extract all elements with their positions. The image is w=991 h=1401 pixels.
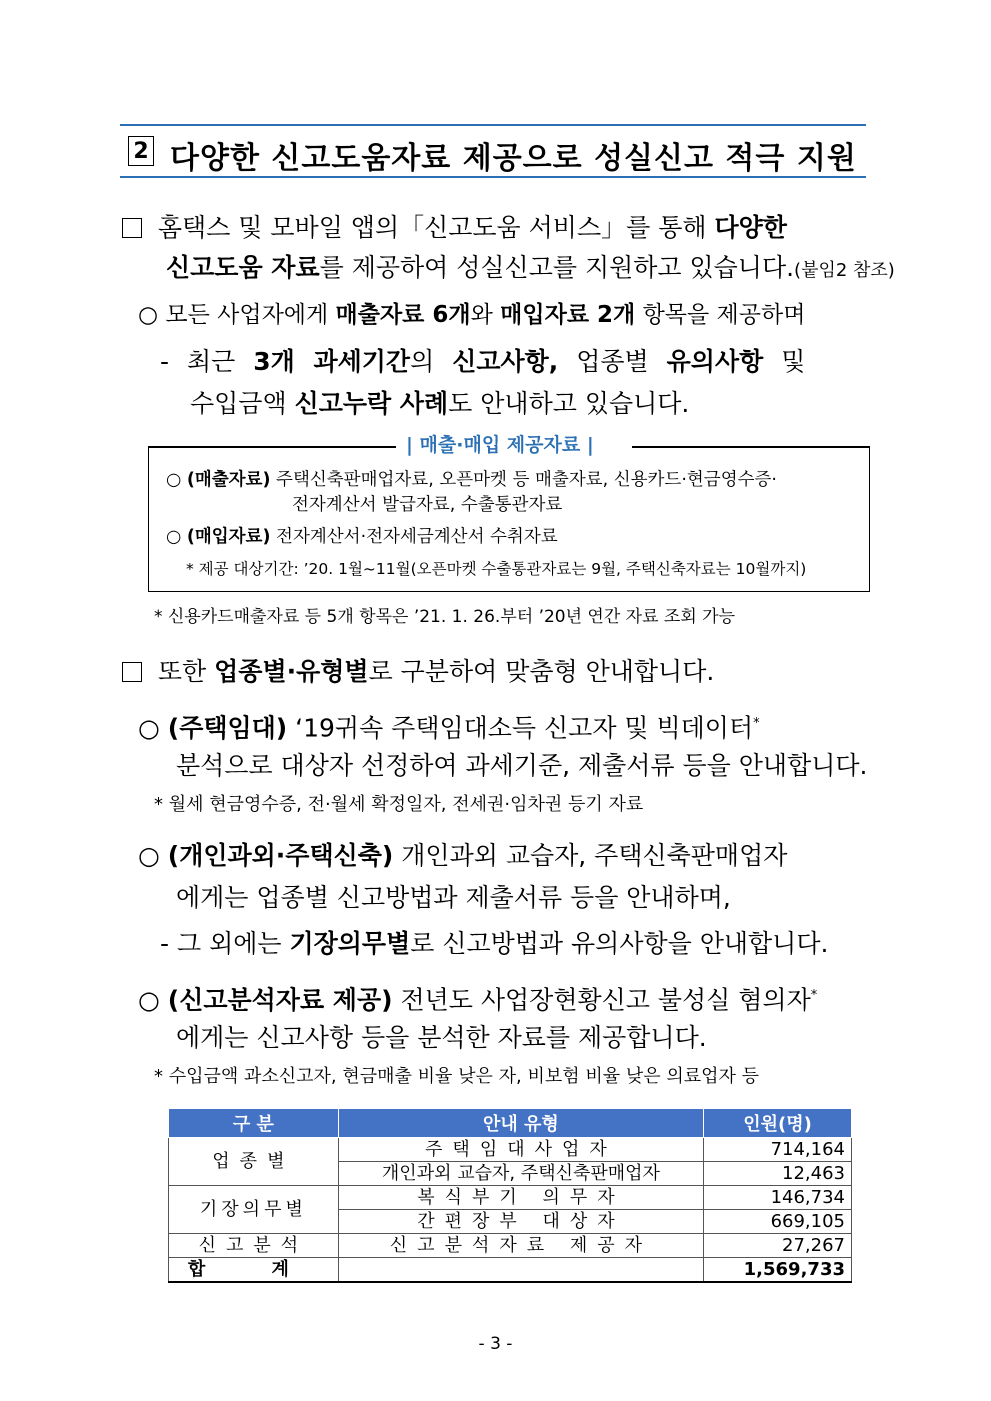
table-header: 구 분 [169,1109,339,1138]
card-data-note: * 신용카드매출자료 등 5개 항목은 ’21. 1. 26.부터 ’20년 연간 자료 조회 가능 [154,607,736,627]
box-title: | 매출·매입 제공자료 | [396,430,604,457]
analysis-note: * 수입금액 과소신고자, 현금매출 비율 낮은 자, 비보험 비율 낮은 의료업자 등 [154,1066,760,1087]
box-period-note: * 제공 대상기간: ’20. 1월~11월(오픈마켓 수출통관자료는 9월, 주택신축자료는 10월까지) [186,560,807,578]
section-number: 2 [128,136,154,166]
table-count-cell: 12,463 [704,1162,852,1186]
table-total-label: 합 계 [169,1258,339,1283]
tutor-line-1: ○ (개인과외·주택신축) 개인과외 교습자, 주택신축판매업자 [138,841,788,870]
table-type-cell: 개인과외 교습자, 주택신축판매업자 [338,1162,703,1186]
house-rental-line-2: 분석으로 대상자 선정하여 과세기준, 제출서류 등을 안내합니다. [176,751,868,780]
table-group-cell: 업종별 [169,1138,339,1186]
checkbox-square-icon [122,662,142,682]
box-sales-line-1: ○ (매출자료) 주택신축판매업자료, 오픈마켓 등 매출자료, 신용카드·현금영수증· [166,470,777,490]
table-count-cell: 27,267 [704,1234,852,1258]
analysis-line-2: 에게는 신고사항 등을 분석한 자료를 제공합니다. [176,1023,707,1052]
house-rental-line-1: ○ (주택임대) ‘19귀속 주택임대소득 신고자 및 빅데이터* [138,713,760,743]
box-sales-line-2: 전자계산서 발급자료, 수출통관자료 [292,495,563,515]
table-type-cell: 복식부기 의무자 [338,1186,703,1210]
paragraph-1-dash-line-1: - 최근 3개 과세기간의 신고사항, 업종별 유의사항 및 [160,347,806,376]
box-purchase-line: ○ (매입자료) 전자계산서·전자세금계산서 수취자료 [166,527,558,547]
table-group-cell: 기장의무별 [169,1186,339,1234]
paragraph-1-dash-line-2: 수입금액 신고누락 사례도 안내하고 있습니다. [190,389,690,418]
table-type-cell: 주택임대사업자 [338,1138,703,1162]
table-header-row [169,1109,852,1138]
table-total-empty [338,1258,703,1283]
table-row [169,1234,852,1258]
paragraph-1-line-2: 신고도움 자료를 제공하여 성실신고를 지원하고 있습니다.(붙임2 참조) [166,253,895,282]
tutor-dash-line: - 그 외에는 기장의무별로 신고방법과 유의사항을 안내합니다. [160,929,829,958]
table-count-cell: 714,164 [704,1138,852,1162]
table-row [169,1186,852,1210]
table-row [169,1138,852,1162]
table-header: 인원(명) [704,1109,852,1138]
table-header: 안내 유형 [338,1109,703,1138]
paragraph-1-line-1: 홈택스 및 모바일 앱의「신고도움 서비스」를 통해 다양한 [122,210,787,246]
section-title: 다양한 신고도움자료 제공으로 성실신고 적극 지원 [170,141,857,176]
house-rental-note: * 월세 현금영수증, 전·월세 확정일자, 전세권·임차권 등기 자료 [154,794,644,815]
page-number: - 3 - [478,1334,513,1354]
paragraph-1-sub: ○ 모든 사업자에게 매출자료 6개와 매입자료 2개 항목을 제공하며 [138,302,806,328]
table-count-cell: 669,105 [704,1210,852,1234]
tutor-line-2: 에게는 업종별 신고방법과 제출서류 등을 안내하며, [176,883,731,912]
paragraph-2: 또한 업종별·유형별로 구분하여 맞춤형 안내합니다. [122,654,714,690]
section-heading [120,124,866,178]
table-total-row [169,1258,852,1283]
table-total-value: 1,569,733 [704,1258,852,1283]
checkbox-square-icon [122,218,142,238]
box-top-border-left [148,446,396,448]
box-top-border-right [632,446,870,448]
table-group-cell: 신고분석 [169,1234,339,1258]
target-count-table [168,1108,852,1283]
table-type-cell: 신고분석자료 제공자 [338,1234,703,1258]
table-count-cell: 146,734 [704,1186,852,1210]
table-type-cell: 간편장부 대상자 [338,1210,703,1234]
analysis-line-1: ○ (신고분석자료 제공) 전년도 사업장현황신고 불성실 혐의자* [138,985,818,1015]
